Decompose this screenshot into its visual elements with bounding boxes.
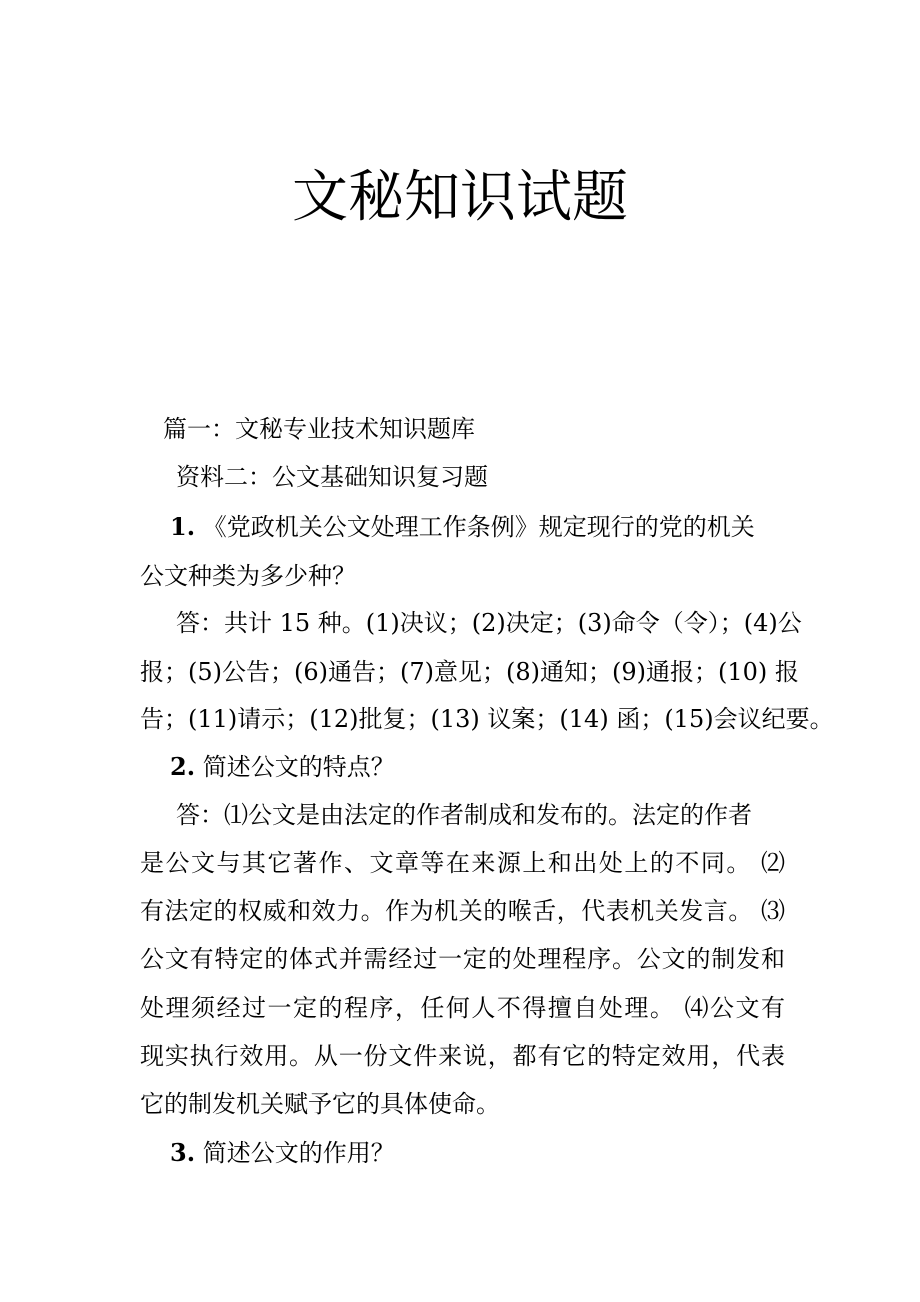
answer-2-line-6: 现实执行效用。从一份文件来说，都有它的特定效用，代表 [140, 1042, 785, 1070]
section-heading: 篇一：文秘专业技术知识题库 [163, 415, 475, 443]
answer-2-line-2: 是公文与其它著作、文章等在来源上和出处上的不同。 ⑵ [140, 849, 785, 877]
answer-2-line-3: 有法定的权威和效力。作为机关的喉舌，代表机关发言。 ⑶ [140, 897, 785, 925]
answer-2-line-1: 答：⑴公文是由法定的作者制成和发布的。法定的作者 [176, 801, 752, 829]
document-title: 文秘知识试题 [292, 165, 628, 230]
question-1-text: 《党政机关公文处理工作条例》规定现行的党的机关 [202, 513, 755, 541]
answer-1-line-2: 报；(5)公告；(6)通告；(7)意见；(8)通知；(9)通报；(10) 报 [140, 658, 799, 686]
answer-2-line-5: 处理须经过一定的程序，任何人不得擅自处理。 ⑷公文有 [140, 994, 785, 1022]
answer-1-line-3: 告；(11)请示；(12)批复；(13) 议案；(14) 函；(15)会议纪要。 [140, 705, 834, 733]
question-3-number: 3. [170, 1138, 196, 1167]
question-3-text: 简述公文的作用？ [202, 1139, 395, 1167]
sub-heading: 资料二：公文基础知识复习题 [176, 463, 488, 491]
question-2 [170, 750, 395, 784]
answer-1-line-1: 答：共计 15 种。(1)决议；(2)决定；(3)命令（令）；(4)公 [176, 609, 802, 637]
question-2-text: 简述公文的特点？ [202, 753, 395, 781]
question-2-number: 2. [170, 752, 196, 781]
answer-2-line-7: 它的制发机关赋予它的具体使命。 [140, 1090, 500, 1118]
question-1-line-2: 公文种类为多少种？ [140, 562, 356, 590]
question-3 [170, 1136, 395, 1170]
question-1-number: 1. [170, 512, 196, 541]
question-1-line-1 [170, 510, 755, 544]
answer-2-line-4: 公文有特定的体式并需经过一定的处理程序。公文的制发和 [140, 945, 785, 973]
